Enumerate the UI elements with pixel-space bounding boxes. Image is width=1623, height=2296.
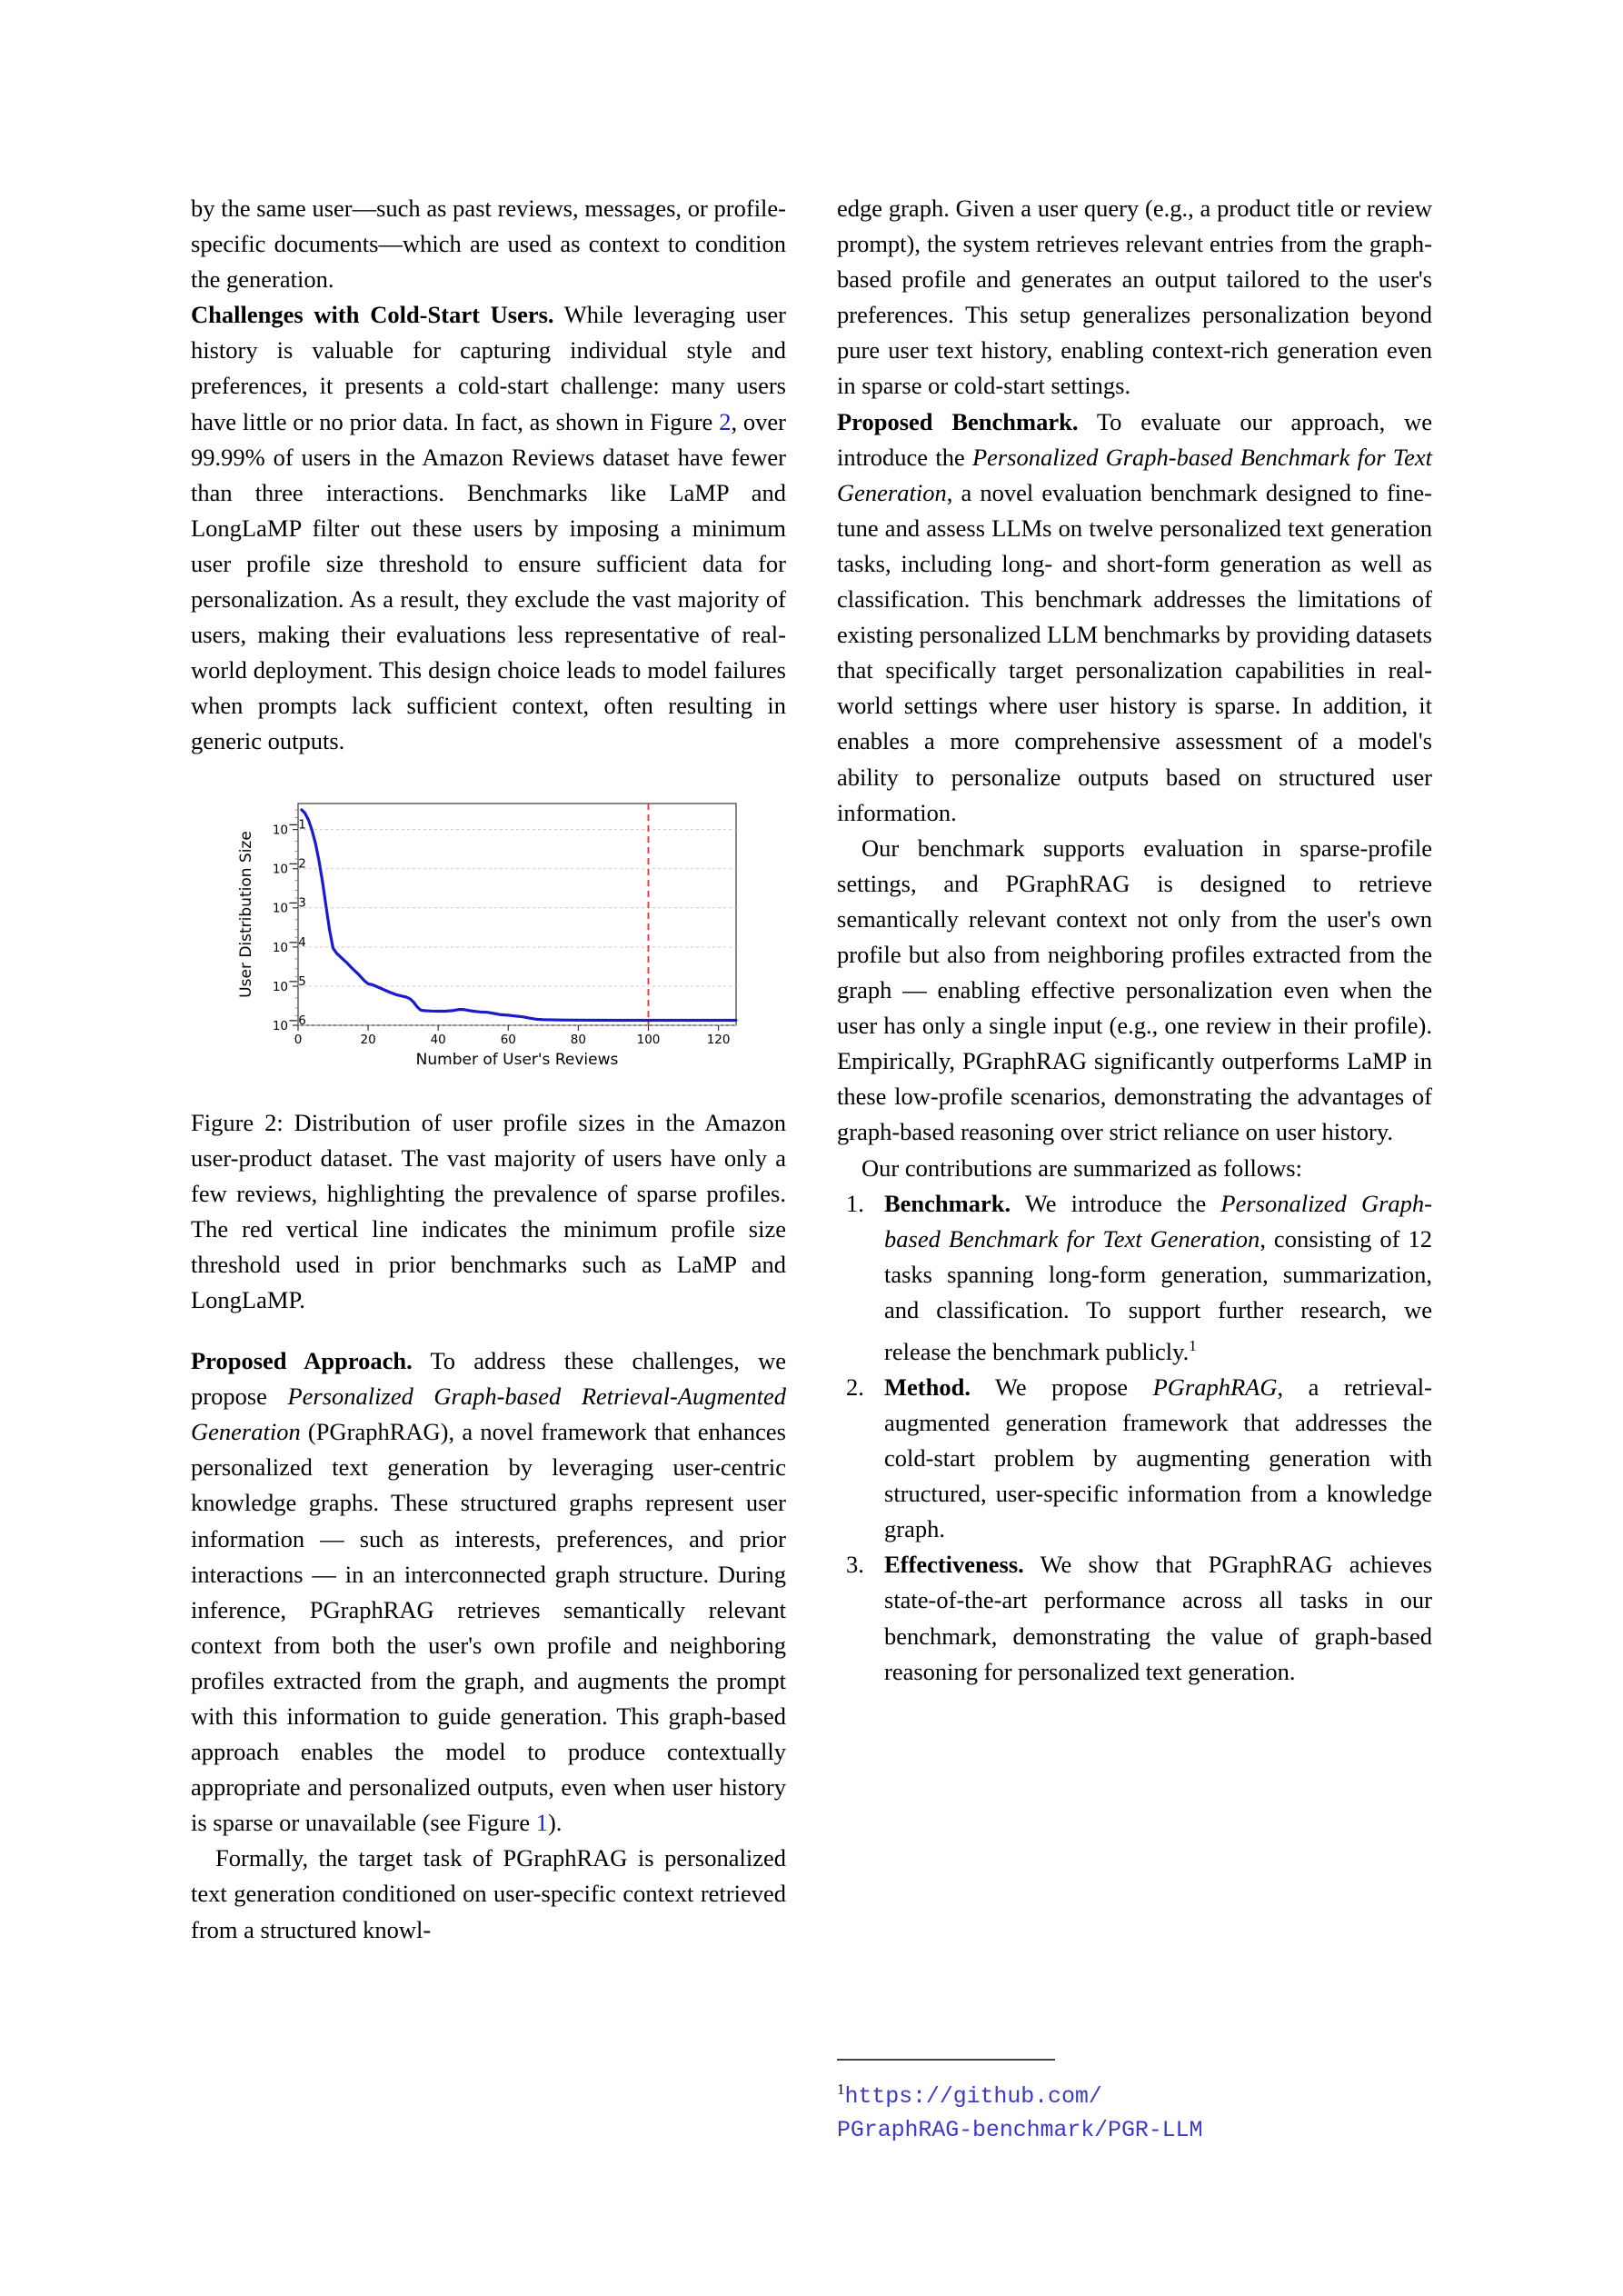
contribution-t1-3: We show that PGraphRAG achieves state-of-the-art performance across all tasks in our benchmark, demonstrating the value of graph-based reasoning for personalized text generation. <box>884 1551 1432 1685</box>
contribution-t1-2: We propose <box>970 1373 1153 1401</box>
chart-x-tick-labels <box>294 1033 731 1047</box>
paragraph-benchmark-supports: Our benchmark supports evaluation in sparse-profile settings, and PGraphRAG is designed to retrieve semantically relevant context not only from the user's own profile but also from neighboring profiles extracted from the graph — enabling effective personalization even when the user has only a single input (e.g., one review in their profile). Empirically, PGraphRAG significantly outperforms LaMP in these low-profile scenarios, demonstrating the advantages of graph-based reasoning over strict reliance on user history. <box>837 834 1432 1146</box>
chart-xlabel: Number of User's Reviews <box>415 1050 619 1069</box>
proposed-benchmark-t1: To evaluate our approach, we introduce the <box>837 407 1432 471</box>
contribution-item-3 <box>837 1547 1432 1689</box>
contribution-item-1 <box>837 1186 1432 1370</box>
proposed-benchmark-italic-term: Personalized Graph-based Benchmark for Text Generation <box>837 443 1433 506</box>
footnote-marker-1[interactable]: 1 <box>1189 1337 1197 1354</box>
figure-2-caption-text: Distribution of user profile sizes in the Amazon user-product dataset. The vast majority of users have only a few reviews, highlighting the prevalence of sparse profiles. The red vertical line indicates the minimum profile size threshold used in prior benchmarks such as LaMP and LongLaMP. <box>191 1108 786 1313</box>
figure-2-plot-area <box>191 787 786 1087</box>
svg-text:80: 80 <box>570 1032 586 1047</box>
paragraph-formally: Formally, the target task of PGraphRAG is personalized text generation conditioned on user-specific context retrieved from a structured knowl- <box>191 1844 786 1943</box>
cold-start-heading: Challenges with Cold-Start Users. <box>191 301 554 329</box>
contribution-italic-2: PGraphRAG <box>1152 1373 1278 1401</box>
svg-text:10: 10 <box>272 940 288 955</box>
contribution-t1-1: We introduce the <box>1011 1189 1221 1217</box>
footnote-url-line-2[interactable]: PGraphRAG-benchmark/PGR-LLM <box>837 2117 1203 2143</box>
svg-text:10: 10 <box>272 862 288 877</box>
footnote-number: 1 <box>837 2081 845 2098</box>
paragraph-continued-left: by the same user—such as past reviews, messages, or profile-specific documents—which are used as context to condition the generation. <box>191 195 786 294</box>
svg-text:10: 10 <box>272 901 288 916</box>
contribution-heading-3: Effectiveness. <box>884 1551 1024 1579</box>
svg-text:0: 0 <box>294 1032 303 1047</box>
contribution-t2-1: , consisting of 12 tasks spanning long-form generation, summarization, and classification. To support further research, we release the benchmark publicly. <box>884 1224 1432 1365</box>
svg-text:10: 10 <box>272 979 288 994</box>
contribution-heading-2: Method. <box>884 1373 971 1401</box>
svg-text:−4: −4 <box>288 934 306 950</box>
figure-2-reference-link[interactable]: 2 <box>719 407 732 435</box>
contribution-number-1: 1. <box>846 1189 864 1217</box>
footnote-area <box>837 2059 1432 2147</box>
svg-text:−5: −5 <box>288 973 306 989</box>
paragraph-continued-right: edge graph. Given a user query (e.g., a product title or review prompt), the system retrieves relevant entries from the graph-based profile and generates an output tailored to the user's preferences. This setup generalizes personalization beyond pure user text history, enabling context-rich generation even in sparse or cold-start settings. <box>837 195 1432 400</box>
svg-text:−6: −6 <box>288 1013 306 1028</box>
svg-text:10: 10 <box>272 823 288 837</box>
svg-text:20: 20 <box>360 1032 376 1047</box>
left-column <box>191 191 786 1948</box>
paragraph-contributions-lead: Our contributions are summarized as follows: <box>861 1153 1302 1182</box>
proposed-approach-t3: ). <box>547 1809 563 1837</box>
paragraph-cold-start <box>191 297 786 759</box>
svg-text:−1: −1 <box>288 817 306 832</box>
svg-text:100: 100 <box>636 1032 661 1047</box>
figure-1-reference-link[interactable]: 1 <box>535 1809 548 1837</box>
paragraph-proposed-benchmark <box>837 404 1432 831</box>
contributions-list <box>837 1186 1432 1690</box>
footnote-rule <box>837 2059 1055 2061</box>
proposed-approach-heading: Proposed Approach. <box>191 1347 413 1375</box>
right-column <box>837 191 1432 1690</box>
contribution-item-2 <box>837 1370 1432 1547</box>
svg-text:−2: −2 <box>288 856 306 872</box>
proposed-benchmark-heading: Proposed Benchmark. <box>837 407 1079 435</box>
proposed-benchmark-t2: , a novel evaluation benchmark designed to fine-tune and assess LLMs on twelve personalized text generation tasks, including long- and short-form generation as well as classification. This benchmark addresses the limitations of existing personalized LLM benchmarks by providing datasets that specifically target personalization capabilities in real-world settings where user history is sparse. In addition, it enables a more comprehensive assessment of a model's ability to personalize outputs based on structured user information. <box>837 478 1432 826</box>
paragraph-proposed-approach <box>191 1343 786 1841</box>
svg-text:10: 10 <box>272 1018 288 1033</box>
chart-ylabel: User Distribution Size <box>237 830 255 998</box>
chart-x-ticks <box>298 1025 719 1031</box>
proposed-approach-t1: To address these challenges, we propose <box>191 1347 786 1411</box>
footnote-url-line-1[interactable]: https://github.com/ <box>844 2083 1102 2110</box>
figure-2-caption-label: Figure 2: <box>191 1108 284 1136</box>
svg-text:−3: −3 <box>288 895 306 911</box>
chart-plot-frame <box>298 804 736 1025</box>
cold-start-text-before-ref: While leveraging user history is valuable for capturing individual style and preferences, it presents a cold-start challenge: many users have little or no prior data. In fact, as shown in Figure <box>191 301 786 435</box>
svg-text:60: 60 <box>500 1032 516 1047</box>
contribution-number-2: 2. <box>846 1373 864 1401</box>
svg-text:40: 40 <box>430 1032 446 1047</box>
proposed-approach-t2: (PGraphRAG), a novel framework that enhances personalized text generation by leveraging user-centric knowledge graphs. These structured graphs represent user information — such as interests, preferences, and prior interactions — in an interconnected graph structure. During inference, PGraphRAG retrieves semantically relevant context from both the user's own profile and neighboring profiles extracted from the graph, and augments the prompt with this information to guide generation. This graph-based approach enables the model to produce contextually appropriate and personalized outputs, even when user history is sparse or unavailable (see Figure <box>191 1418 786 1837</box>
figure-2 <box>191 787 786 1319</box>
cold-start-text-after-ref: , over 99.99% of users in the Amazon Reviews dataset have fewer than three interactions. Benchmarks like LaMP and LongLaMP filter out these users by imposing a minimum user profile size threshold to ensure sufficient data for personalization. As a result, they exclude the vast majority of users, making their evaluations less representative of real-world deployment. This design choice leads to model failures when prompts lack sufficient context, often resulting in generic outputs. <box>191 407 787 755</box>
user-distribution-line-chart <box>191 787 786 1087</box>
footnote-text <box>837 2073 1432 2147</box>
figure-2-caption <box>191 1105 786 1319</box>
contribution-italic-1: Personalized Graph-based Benchmark for Text Generation <box>884 1189 1432 1253</box>
contribution-heading-1: Benchmark. <box>884 1189 1011 1217</box>
svg-text:120: 120 <box>706 1032 731 1047</box>
proposed-approach-italic-term: Personalized Graph-based Retrieval-Augmented Generation <box>191 1383 786 1446</box>
contribution-t2-2: , a retrieval-augmented generation framework that addresses the cold-start problem by augmenting generation with structured, user-specific information from a knowledge graph. <box>884 1373 1432 1543</box>
contribution-number-3: 3. <box>846 1551 864 1579</box>
